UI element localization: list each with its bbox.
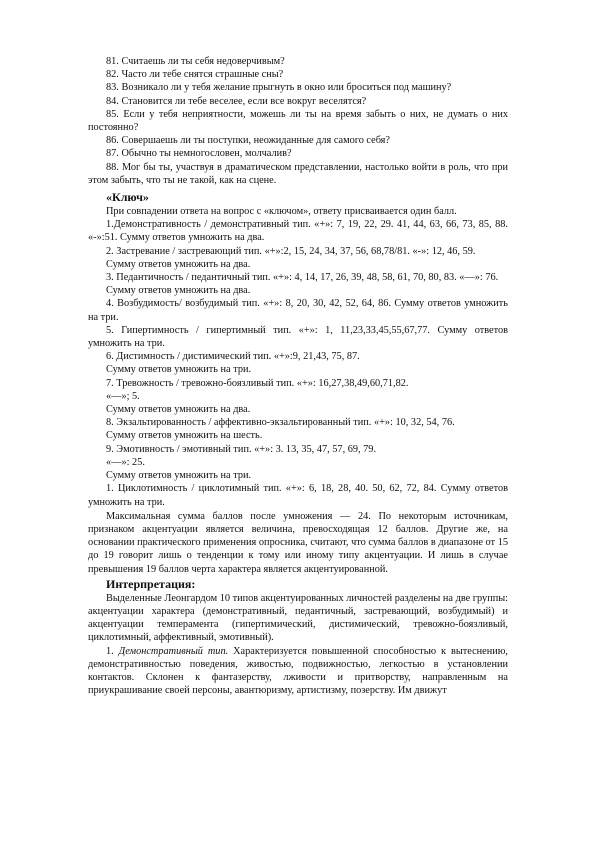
key-summary: Максимальная сумма баллов после умножения — 24. По некоторым источникам, признаком акцентуации является величина, превосходящая 12 баллов. Другие же, на основании практического применения опросника, считают, что сумма баллов в диапазоне от 15 до 19 говорит лишь о тенденции к тому или иному типу акцентуации. И лишь в случае превышения 19 баллов черта характера является акцентуированной. bbox=[88, 510, 508, 575]
key-section bbox=[88, 190, 508, 576]
key-line: 5. Гипертимность / гипертимный тип. «+»: 1, 11,23,33,45,55,67,77. Сумму ответов умножить на три. bbox=[88, 324, 508, 350]
question-86: 86. Совершаешь ли ты поступки, неожиданные для самого себя? bbox=[106, 135, 390, 147]
key-line: 8. Экзальтированность / аффективно-экзальтированный тип. «+»: 10, 32, 54, 76. bbox=[106, 417, 455, 429]
key-line: 3. Педантичность / педантичный тип. «+»: 4, 14, 17, 26, 39, 48, 58, 61, 70, 80, 83. «—»: 76. bbox=[106, 272, 499, 284]
question-84: 84. Становится ли тебе веселее, если все вокруг веселятся? bbox=[106, 95, 367, 107]
interpretation-type-paragraph bbox=[88, 645, 508, 698]
key-line: 2. Застревание / застревающий тип. «+»:2, 15, 24, 34, 37, 56, 68,78/81. «-»: 12, 46, 59. bbox=[106, 245, 476, 257]
key-line: Сумму ответов умножить на три. bbox=[106, 364, 252, 376]
key-line: Сумму ответов умножить на два. bbox=[106, 285, 251, 297]
key-line: Сумму ответов умножить на два. bbox=[106, 404, 251, 416]
question-87: 87. Обычно ты немногословен, молчалив? bbox=[106, 148, 292, 160]
questions-list bbox=[88, 55, 508, 187]
key-line: 7. Тревожность / тревожно-боязливый тип. «+»: 16,27,38,49,60,71,82. bbox=[106, 377, 409, 389]
key-line: Сумму ответов умножить на два. bbox=[106, 258, 251, 270]
question-88: 88. Мог бы ты, участвуя в драматическом представлении, настолько войти в роль, что при этом забыть, что ты не такой, как на сцене. bbox=[88, 161, 508, 186]
question-83: 83. Возникало ли у тебя желание прыгнуть в окно или броситься под машину? bbox=[106, 82, 452, 94]
key-line: 1.Демонстративность / демонстративный тип. «+»: 7, 19, 22, 29. 41, 44, 63, 66, 73, 85, 88. «-»:51. Сумму ответов умножить на два. bbox=[88, 219, 508, 244]
key-intro: При совпадении ответа на вопрос с «ключом», ответу присваивается один балл. bbox=[106, 206, 457, 218]
interpretation-section bbox=[88, 577, 508, 698]
type-term: Демонстративный тип. bbox=[118, 645, 229, 657]
key-line: «—»: 25. bbox=[106, 456, 145, 468]
key-line: 6. Дистимность / дистимический тип. «+»:9, 21,43, 75, 87. bbox=[106, 351, 360, 363]
key-line: «—»; 5. bbox=[106, 390, 140, 402]
key-line: Сумму ответов умножить на шесть. bbox=[106, 430, 263, 442]
type-description: Характеризуется повышенной способностью к вытеснению, демонстративностью поведения, живостью, подвижностью, легкостью в установлении контактов. Склонен к фантазерству, лживости и притворству, направленным на приукрашивание своей персоны, авантюризму, артистизму, позерству. Им движут bbox=[88, 645, 509, 697]
interpretation-paragraph: Выделенные Леонгардом 10 типов акцентуированных личностей разделены на две группы: акцентуации характера (демонстративный, педантичный, застревающий, возбудимый) и акцентуации темперамента (гипертимический, дистимический, тревожно-боязливый, циклотимный, аффективный, эмотивный). bbox=[88, 592, 508, 644]
key-line: 4. Возбудимость/ возбудимый тип. «+»: 8, 20, 30, 42, 52, 64, 86. Сумму ответов умножить на три. bbox=[88, 298, 508, 323]
key-line: 1. Циклотимность / циклотимный тип. «+»: 6, 18, 28, 40. 50, 62, 72, 84. Сумму ответов умножить на три. bbox=[88, 483, 508, 508]
question-85: 85. Если у тебя неприятности, можешь ли ты на время забыть о них, не думать о них постоянно? bbox=[88, 108, 508, 134]
question-81: 81. Считаешь ли ты себя недоверчивым? bbox=[106, 56, 285, 67]
key-line: 9. Эмотивность / эмотивный тип. «+»: 3. 13, 35, 47, 57, 69, 79. bbox=[106, 443, 377, 455]
question-82: 82. Часто ли тебе снятся страшные сны? bbox=[106, 69, 284, 81]
interpretation-heading: Интерпретация: bbox=[106, 576, 196, 591]
document-page bbox=[88, 55, 508, 697]
type-number: 1. bbox=[106, 645, 119, 657]
key-heading: «Ключ» bbox=[106, 190, 149, 205]
key-line: Сумму ответов умножить на три. bbox=[106, 470, 252, 482]
